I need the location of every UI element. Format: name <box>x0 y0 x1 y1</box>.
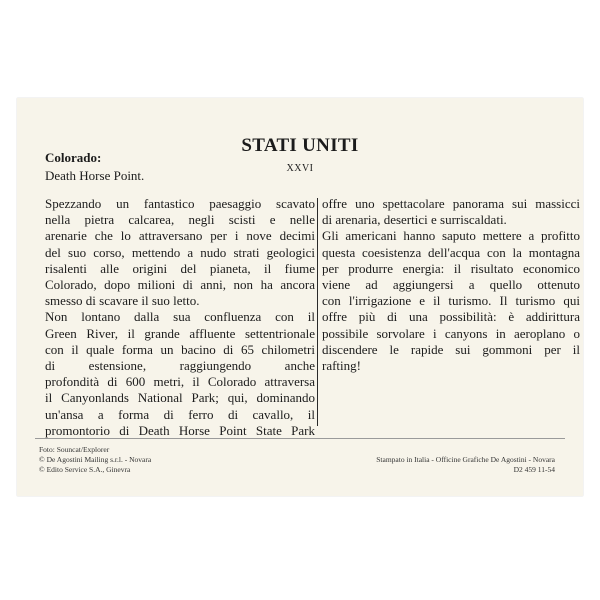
body-text-line: offre più di una possibilità: è addirittura <box>322 309 580 325</box>
printer-line: Stampato in Italia - Officine Grafiche De Agostini - Novara <box>376 455 555 464</box>
body-text-line: nella pietra calcarea, negli scisti e nelle <box>45 212 315 228</box>
printer-info <box>376 455 555 475</box>
card-number: XXVI <box>286 163 314 174</box>
body-text-line: risalenti alle origini del pianeta, il fiume <box>45 260 315 276</box>
postcard-back <box>17 98 583 496</box>
body-text-line: Colorado, dopo milioni di anni, non ha ancora <box>45 277 315 293</box>
body-text-line: per produrre energia: il risultato economico <box>322 260 580 276</box>
region-heading: Colorado: <box>45 150 102 165</box>
body-text-line: offre uno spettacolare panorama sui massicci <box>322 196 580 211</box>
body-text-line: possibile sorvolare i canyons in aeroplano o <box>322 325 580 341</box>
body-text-line: Gli americani hanno saputo mettere a profitto <box>322 228 580 244</box>
body-text-line: questa coesistenza dell'acqua con la montagna <box>322 244 580 260</box>
body-text-line: di estensione, raggiungendo anche <box>45 358 315 374</box>
footer-divider <box>35 438 565 439</box>
body-text-line: smesso di scavare il suo letto. <box>45 293 200 309</box>
body-text-line: del suo corso, mettendo a nudo strati geologici <box>45 244 315 260</box>
body-text-line: rafting! <box>322 358 361 374</box>
body-text-line: Non lontano dalla sua confluenza con il <box>45 309 315 325</box>
body-text-line: discendere le rapide sui gommoni per il <box>322 341 580 357</box>
body-text-line: il Canyonlands National Park; qui, dominando <box>45 390 315 406</box>
body-text-line: viene ad aggiungersi a quello ottenuto <box>322 277 580 293</box>
body-text-line: profondità di 600 metri, il Colorado attraversa <box>45 374 315 390</box>
body-text-line: con il quale forma un bacino di 65 chilometri <box>45 341 315 357</box>
copyright-line: © De Agostini Mailing s.r.l. - Novara <box>39 455 152 464</box>
column-divider <box>317 198 318 426</box>
card-title: STATI UNITI <box>241 135 359 156</box>
copyright-line: © Edito Service S.A., Ginevra <box>39 465 131 474</box>
place-subheading: Death Horse Point. <box>45 168 145 183</box>
body-text-line: arenarie che lo attraversano per i nove decimi <box>45 228 315 244</box>
body-text-line: Green River, il grande affluente settentrionale <box>45 325 315 341</box>
body-text-line: di arenaria, desertici e surriscaldati. <box>322 212 507 228</box>
body-text-line: Spezzando un fantastico paesaggio scavato <box>45 196 315 211</box>
body-text-right-column <box>322 196 580 374</box>
body-text-line: promontorio di Death Horse Point State Park <box>45 422 315 438</box>
photo-credit: Foto: Souncat/Explorer <box>39 445 110 454</box>
catalog-code: D2 459 11-54 <box>513 465 555 474</box>
body-text-line: con l'irrigazione e il turismo. Il turismo qui <box>322 293 580 309</box>
body-text-left-column <box>45 196 315 439</box>
body-text-line: un'ansa a forma di ferro di cavallo, il <box>45 406 315 422</box>
credits <box>39 445 151 475</box>
